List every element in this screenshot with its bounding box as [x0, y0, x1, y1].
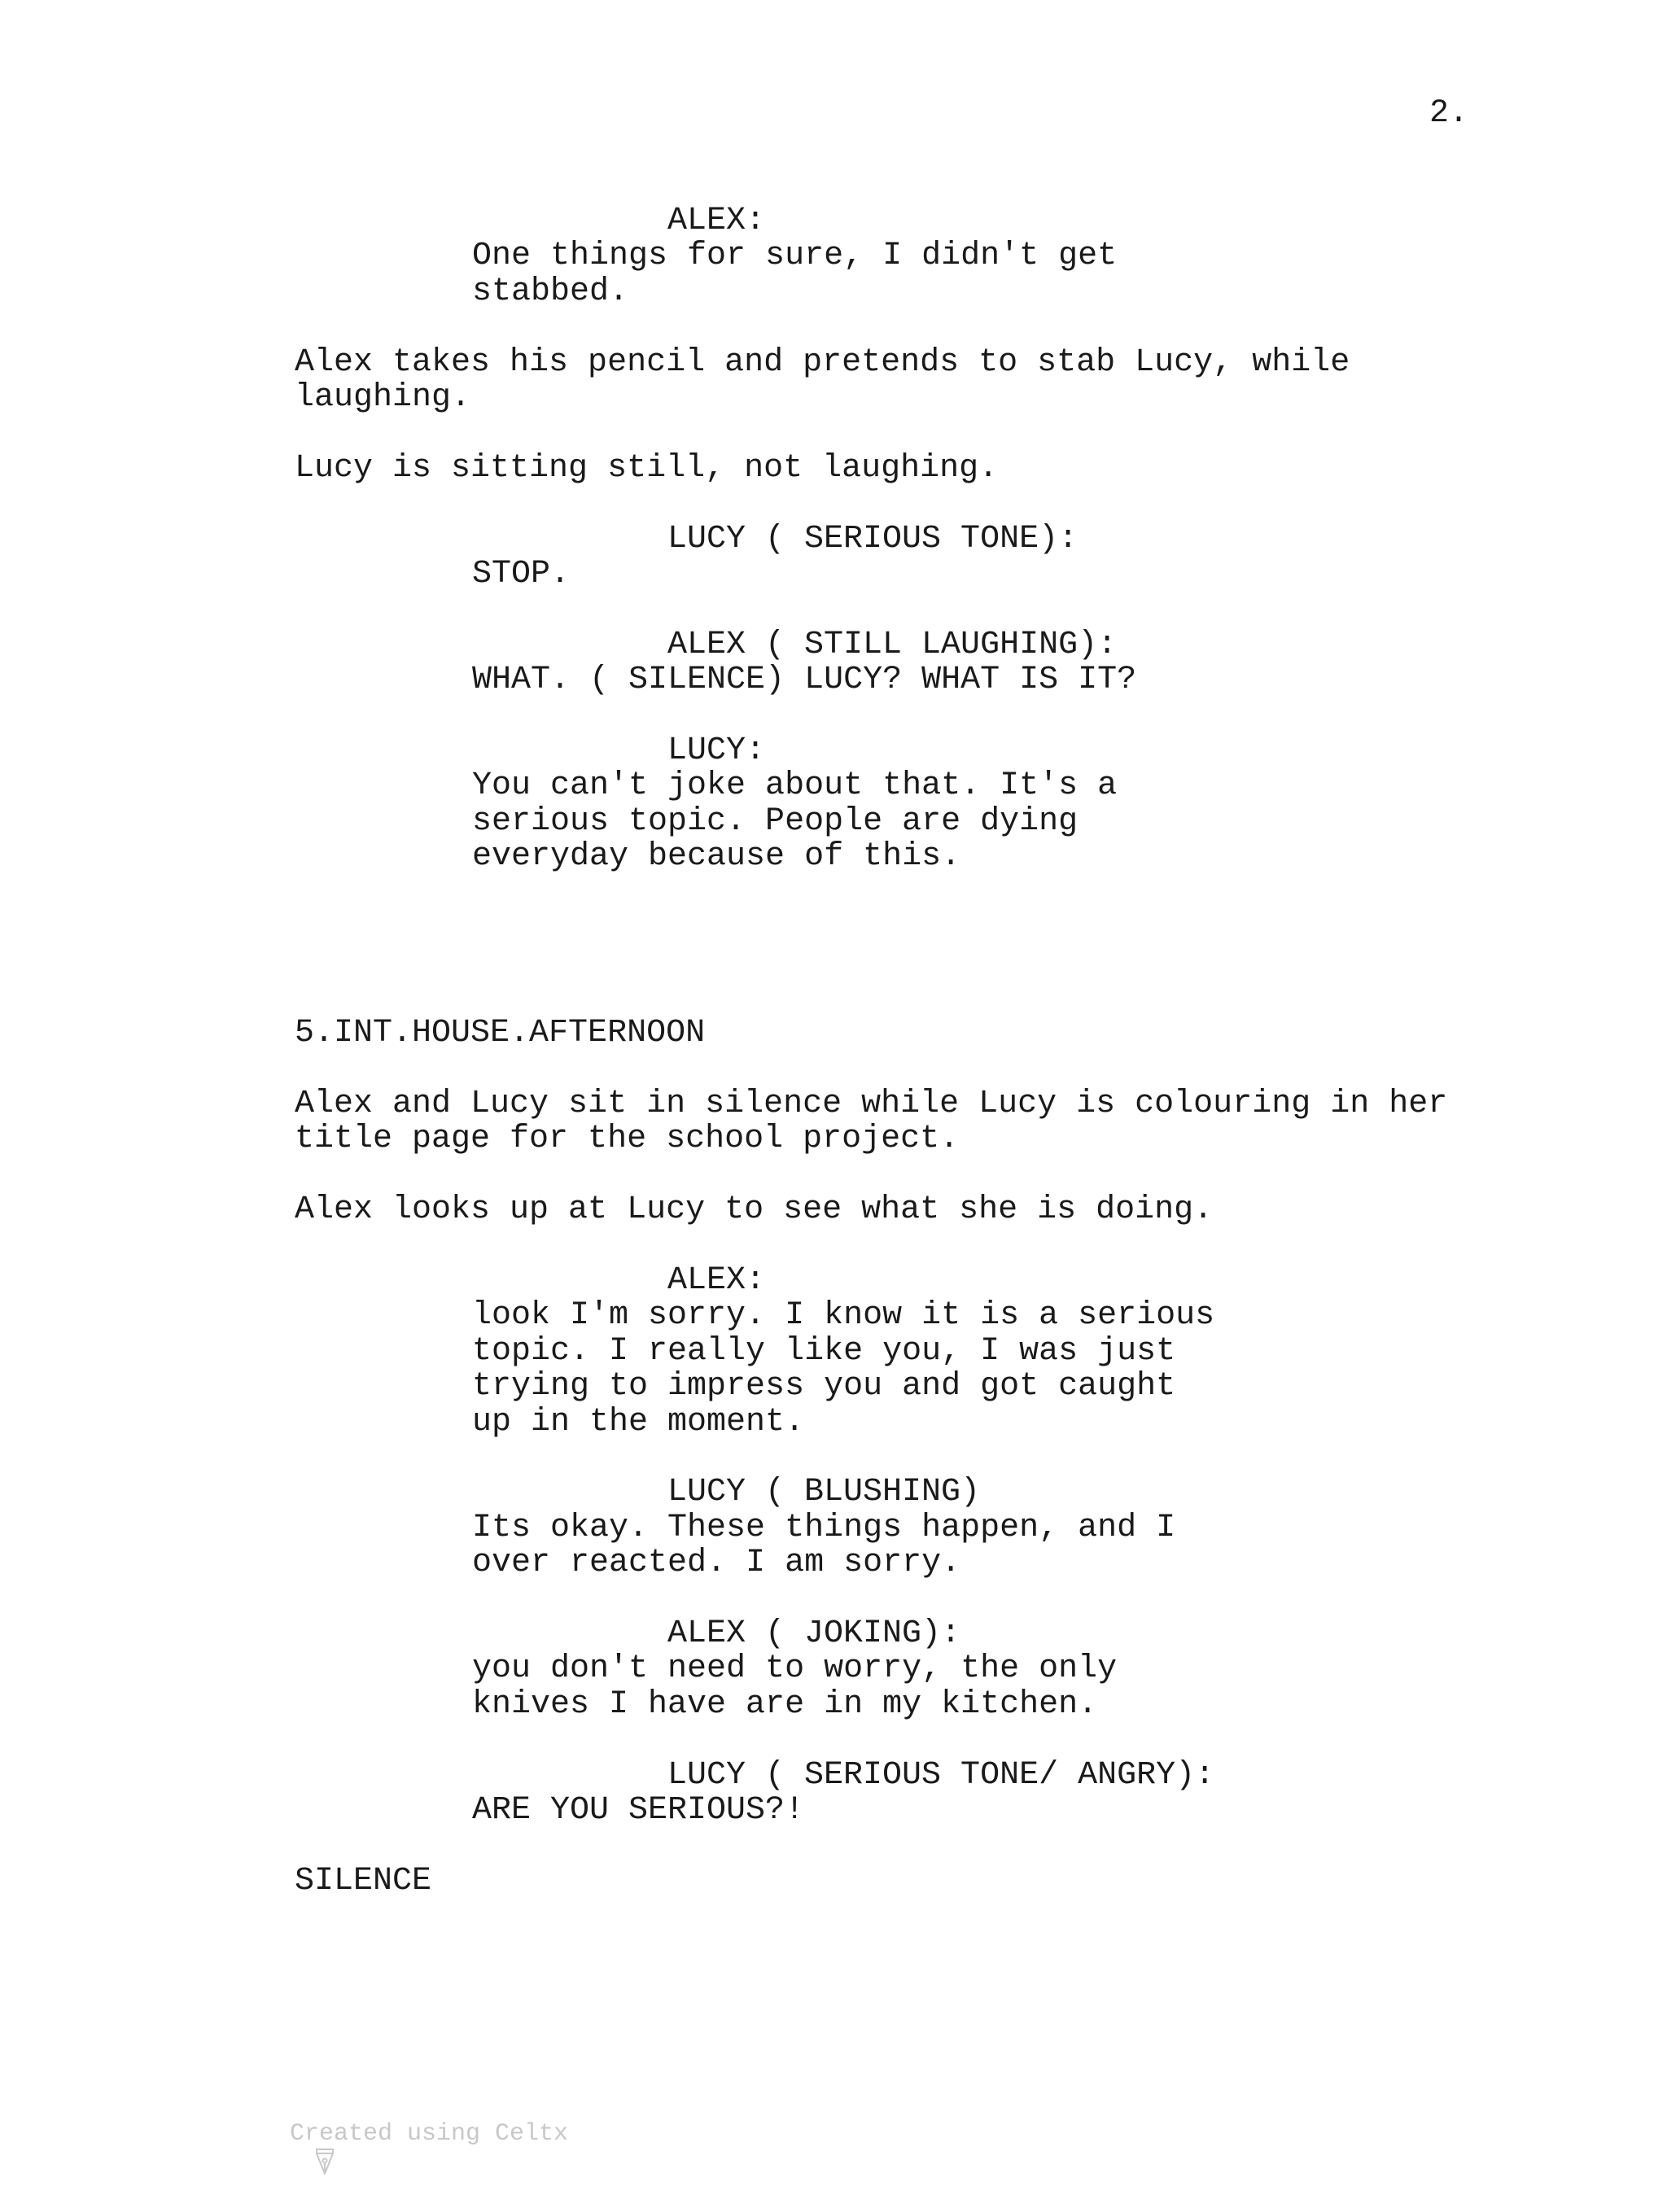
dialogue: One things for sure, I didn't get stabbed. [472, 238, 1118, 310]
action-line: Lucy is sitting still, not laughing. [295, 449, 999, 487]
action-line: SILENCE [295, 1862, 432, 1899]
footer-credit [254, 2119, 568, 2149]
dialogue: Its okay. These things happen, and I over reacted. I am sorry. [472, 1509, 1176, 1582]
page-number: 2. [1429, 95, 1469, 132]
action-line: Alex looks up at Lucy to see what she is doing. [295, 1191, 1214, 1229]
dialogue: You can't joke about that. It's a serious topic. People are dying everyday because of this. [472, 767, 1118, 876]
action-line: Alex takes his pencil and pretends to stab Lucy, while laughing. [295, 343, 1350, 417]
character-cue: LUCY ( SERIOUS TONE/ ANGRY): [667, 1756, 1215, 1794]
dialogue: STOP. [472, 556, 571, 593]
dialogue: WHAT. ( SILENCE) LUCY? WHAT IS IT? [472, 662, 1137, 699]
character-cue: LUCY: [667, 732, 766, 770]
character-cue: ALEX ( STILL LAUGHING): [667, 626, 1118, 663]
character-cue: ALEX: [667, 203, 766, 239]
dialogue: you don't need to worry, the only knives I have are in my kitchen. [472, 1650, 1118, 1723]
screenplay-body [0, 203, 1667, 1899]
action-line: Alex and Lucy sit in silence while Lucy is colouring in her title page for the school project. [295, 1086, 1448, 1158]
dialogue: look I'm sorry. I know it is a serious topic. I really like you, I was just trying to impress you and got caught up in the moment. [472, 1297, 1215, 1440]
footer-text: Created using Celtx [290, 2120, 569, 2148]
scene-heading: 5.INT.HOUSE.AFTERNOON [295, 1015, 706, 1052]
character-cue: ALEX: [667, 1262, 766, 1300]
dialogue: ARE YOU SERIOUS?! [472, 1792, 805, 1829]
character-cue: LUCY ( SERIOUS TONE): [667, 520, 1079, 557]
pen-nib-icon [254, 2119, 278, 2149]
character-cue: LUCY ( BLUSHING) [667, 1474, 981, 1511]
character-cue: ALEX ( JOKING): [667, 1615, 961, 1653]
